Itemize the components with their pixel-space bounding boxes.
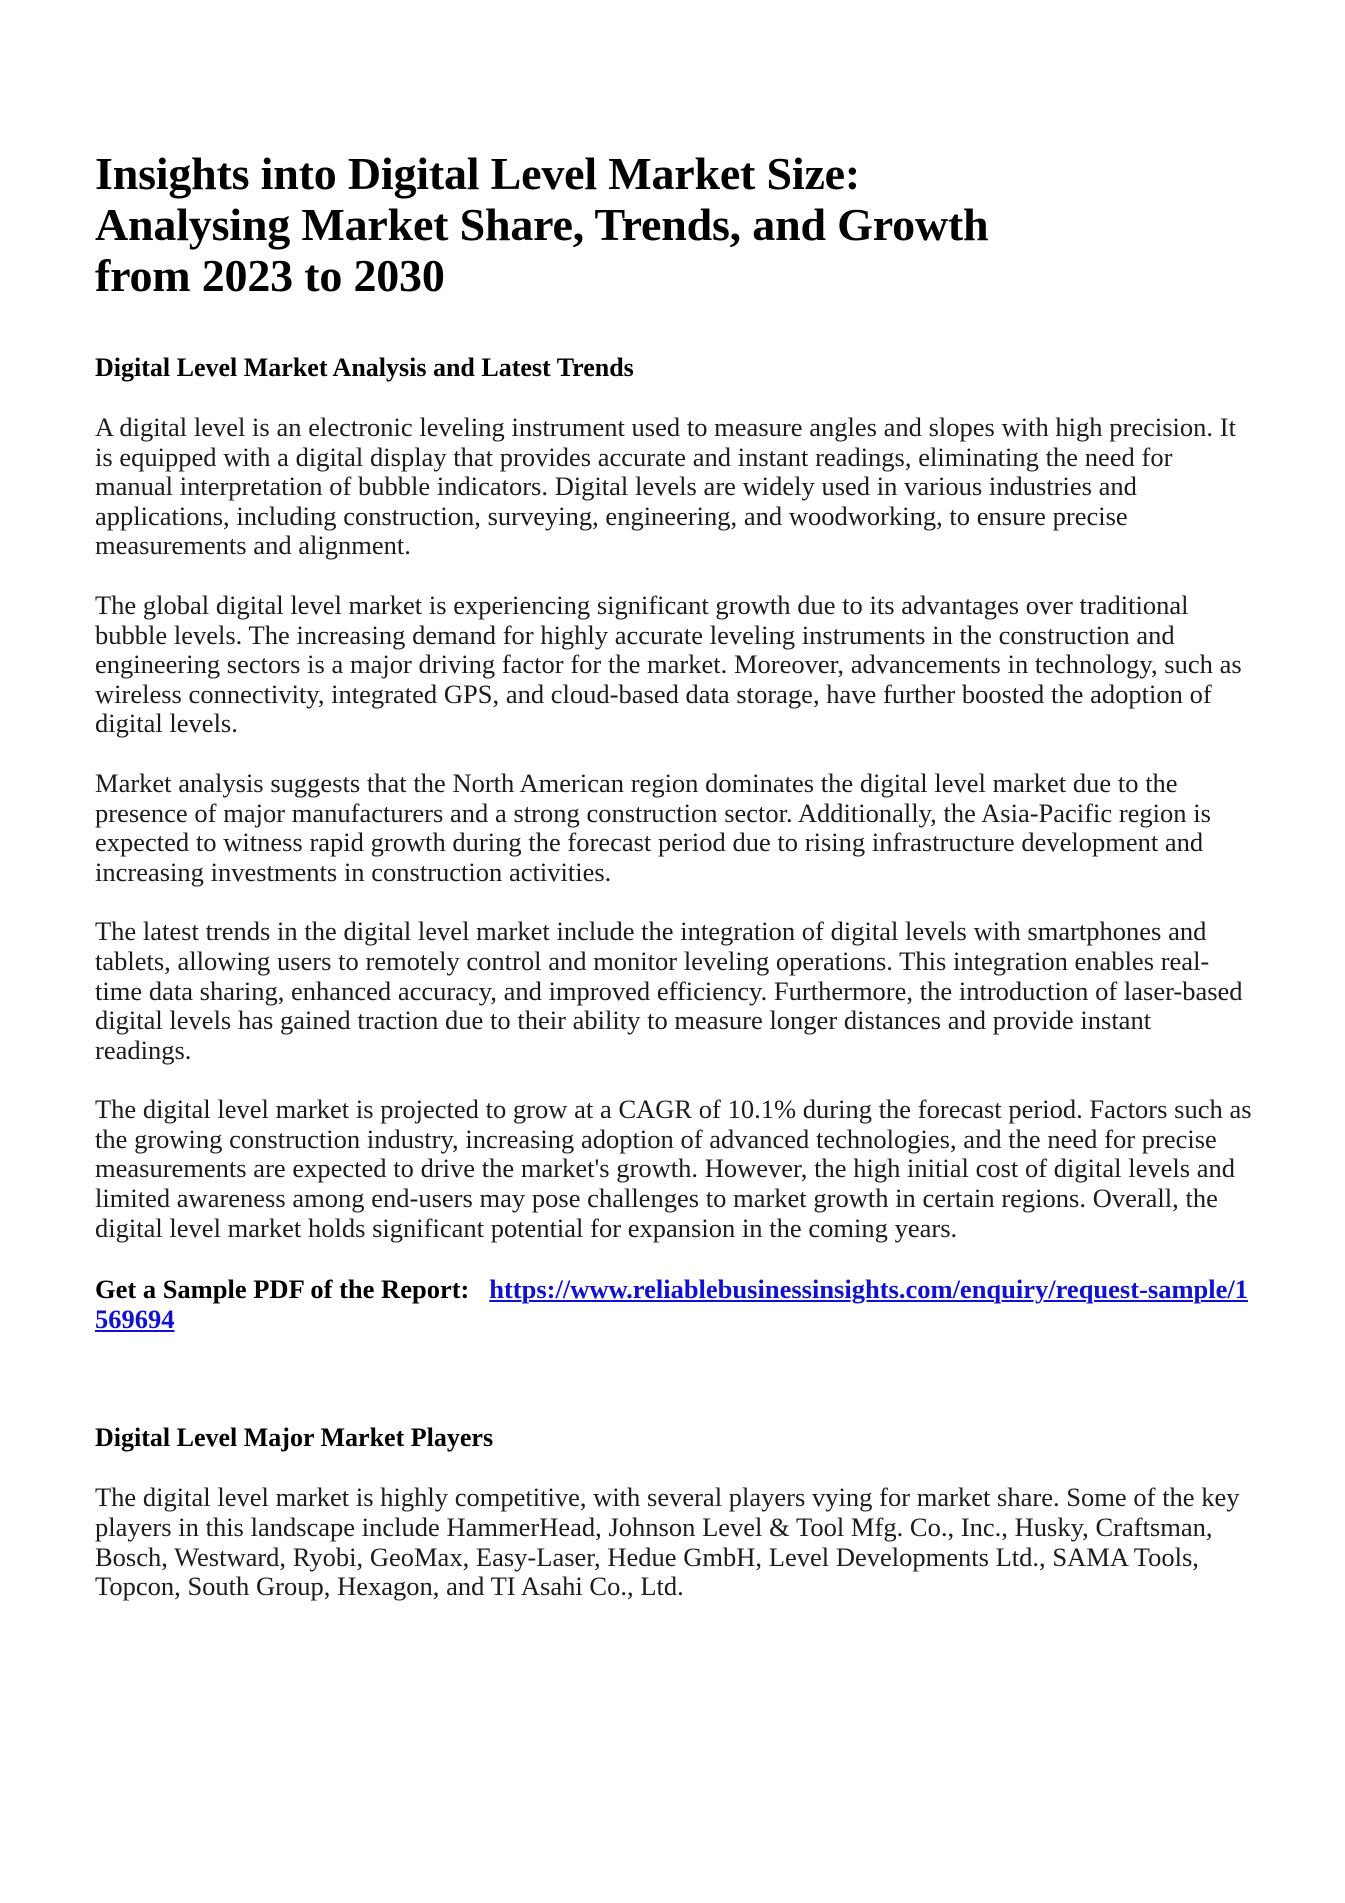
paragraph-latest-trends: The latest trends in the digital level market include the integration of digital levels with smartphones and tablets, allowing users to remotely control and monitor leveling operations. This integration enables real-time data sharing, enhanced accuracy, and improved efficiency. Furthermore, the introduction of laser-based digital levels has gained traction due to their ability to measure longer distances and provide instant readings.	[95, 916, 1243, 1065]
section-heading-market-analysis: Digital Level Market Analysis and Latest Trends	[95, 353, 634, 382]
paragraph-key-players: The digital level market is highly competitive, with several players vying for market share. Some of the key players in this landscape include HammerHead, Johnson Level & Tool Mfg. Co., Inc., Husky, Craftsman, Bosch, Westward, Ryobi, GeoMax, Easy-Laser, Hedue GmbH, Level Developments Ltd., SAMA Tools, Topcon, South Group, Hexagon, and TI Asahi Co., Ltd.	[95, 1482, 1240, 1602]
paragraph-global-growth: The global digital level market is experiencing significant growth due to its advantages over traditional bubble levels. The increasing demand for highly accurate leveling instruments in the construction and engineering sectors is a major driving factor for the market. Moreover, advancements in technology, such as wireless connectivity, integrated GPS, and cloud-based data storage, have further boosted the adoption of digital levels.	[95, 589, 1242, 739]
paragraph-regional-analysis: Market analysis suggests that the North American region dominates the digital level market due to the presence of major manufacturers and a strong construction sector. Additionally, the Asia-Pacific region is expected to witness rapid growth during the forecast period due to rising infrastructure development and increasing investments in construction activities.	[95, 767, 1211, 887]
sample-pdf-label: Get a Sample PDF of the Report:	[95, 1274, 470, 1305]
section-heading-major-players: Digital Level Major Market Players	[95, 1423, 494, 1453]
sample-pdf-request-link[interactable]: https://www.reliablebusinessinsights.com/enquiry/request-sample/1569694	[95, 1274, 1249, 1334]
paragraph-definition: A digital level is an electronic leveling instrument used to measure angles and slopes with high precision. It is equipped with a digital display that provides accurate and instant readings, eliminating the need for manual interpretation of bubble indicators. Digital levels are widely used in various industries and applications, including construction, surveying, engineering, and woodworking, to ensure precise measurements and alignment.	[95, 412, 1236, 561]
sample-pdf-callout	[95, 1243, 1252, 1334]
document-content-column	[95, 0, 1252, 1602]
paragraph-cagr-outlook: The digital level market is projected to grow at a CAGR of 10.1% during the forecast period. Factors such as the growing construction industry, increasing adoption of advanced technologies, and the need for precise measurements are expected to drive the market's growth. However, the high initial cost of digital levels and limited awareness among end-users may pose challenges to market growth in certain regions. Overall, the digital level market holds significant potential for expansion in the coming years.	[95, 1094, 1252, 1243]
page-title: Insights into Digital Level Market Size: Analysing Market Share, Trends, and Growth from 2023 to 2030	[95, 148, 989, 301]
